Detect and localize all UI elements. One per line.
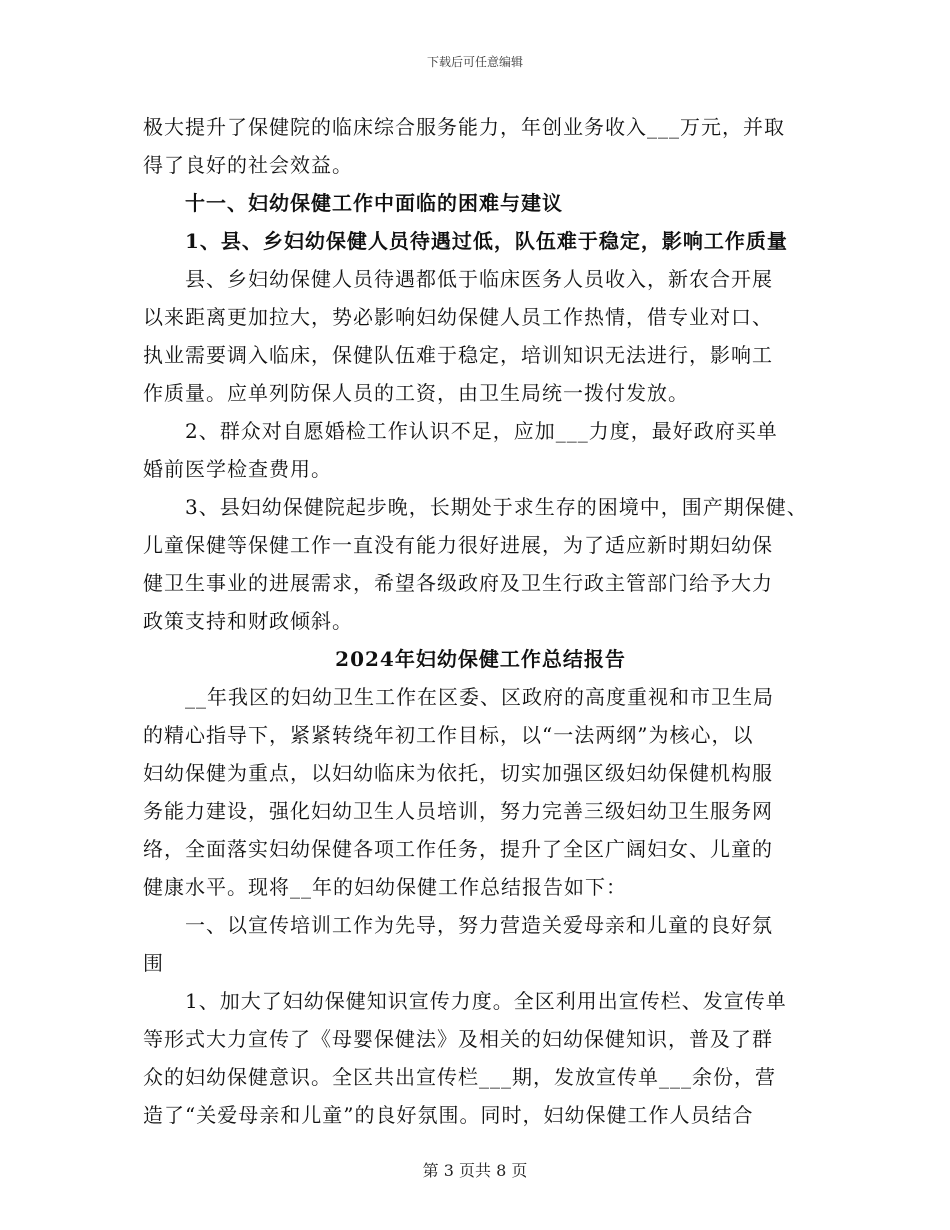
text-line: 2、群众对自愿婚检工作认识不足，应加___力度，最好政府买单 [185,419,778,443]
heading-line: 十一、妇幼保健工作中面临的困难与建议 [185,191,563,215]
text-line: 政策支持和财政倾斜。 [143,609,353,633]
paragraph-intro [143,678,818,906]
text-line: 围 [143,951,164,975]
text-line: 得了良好的社会效益。 [143,153,353,177]
text-line: 妇幼保健为重点，以妇幼临床为依托，切实加强区级妇幼保健机构服 [143,761,773,785]
text-line: 等形式大力宣传了《母婴保健法》及相关的妇幼保健知识，普及了群 [143,1027,773,1051]
section-heading-eleven [143,184,818,222]
report-title [143,640,818,678]
subheading-1 [143,222,818,260]
section-heading-one [143,906,818,982]
text-line: 执业需要调入临床，保健队伍难于稳定，培训知识无法进行，影响工 [143,343,773,367]
text-line: 造了“关爱母亲和儿童”的良好氛围。同时，妇幼保健工作人员结合 [143,1103,754,1127]
paragraph-2 [143,412,818,488]
paragraph-publicity [143,982,818,1134]
paragraph-1 [143,260,818,412]
document-body [143,108,818,1134]
paragraph-3 [143,488,818,640]
text-line: 1、加大了妇幼保健知识宣传力度。全区利用出宣传栏、发宣传单 [185,989,787,1013]
text-line: 务能力建设，强化妇幼卫生人员培训，努力完善三级妇幼卫生服务网 [143,799,773,823]
text-line: 一、以宣传培训工作为先导，努力营造关爱母亲和儿童的良好氛 [185,913,773,937]
text-line: 健康水平。现将__年的妇幼保健工作总结报告如下： [143,875,627,899]
text-line: 络，全面落实妇幼保健各项工作任务，提升了全区广阔妇女、儿童的 [143,837,773,861]
text-line: 极大提升了保健院的临床综合服务能力，年创业务收入___万元，并取 [143,115,785,139]
text-line: 婚前医学检查费用。 [143,457,332,481]
paragraph-continuation [143,108,818,184]
text-line: 众的妇幼保健意识。全区共出宣传栏___期，发放宣传单___余份，营 [143,1065,776,1089]
page-footer: 第 3 页共 8 页 [422,1161,528,1180]
text-line: 作质量。应单列防保人员的工资，由卫生局统一拨付发放。 [143,381,689,405]
text-line: 儿童保健等保健工作一直没有能力很好进展，为了适应新时期妇幼保 [143,533,773,557]
text-line: 健卫生事业的进展需求，希望各级政府及卫生行政主管部门给予大力 [143,571,773,595]
title-line: 2024年妇幼保健工作总结报告 [335,647,626,671]
page-header: 下载后可任意编辑 [426,55,523,69]
heading-line: 1、县、乡妇幼保健人员待遇过低，队伍难于稳定，影响工作质量 [185,229,788,253]
text-line: 3、县妇幼保健院起步晚，长期处于求生存的困境中，围产期保健、 [185,495,808,519]
text-line: 的精心指导下，紧紧转绕年初工作目标，以“一法两纲”为核心，以 [143,723,754,747]
text-line: 县、乡妇幼保健人员待遇都低于临床医务人员收入，新农合开展 [185,267,773,291]
text-line: 以来距离更加拉大，势必影响妇幼保健人员工作热情，借专业对口、 [143,305,773,329]
text-line: __年我区的妇幼卫生工作在区委、区政府的高度重视和市卫生局 [185,685,774,709]
